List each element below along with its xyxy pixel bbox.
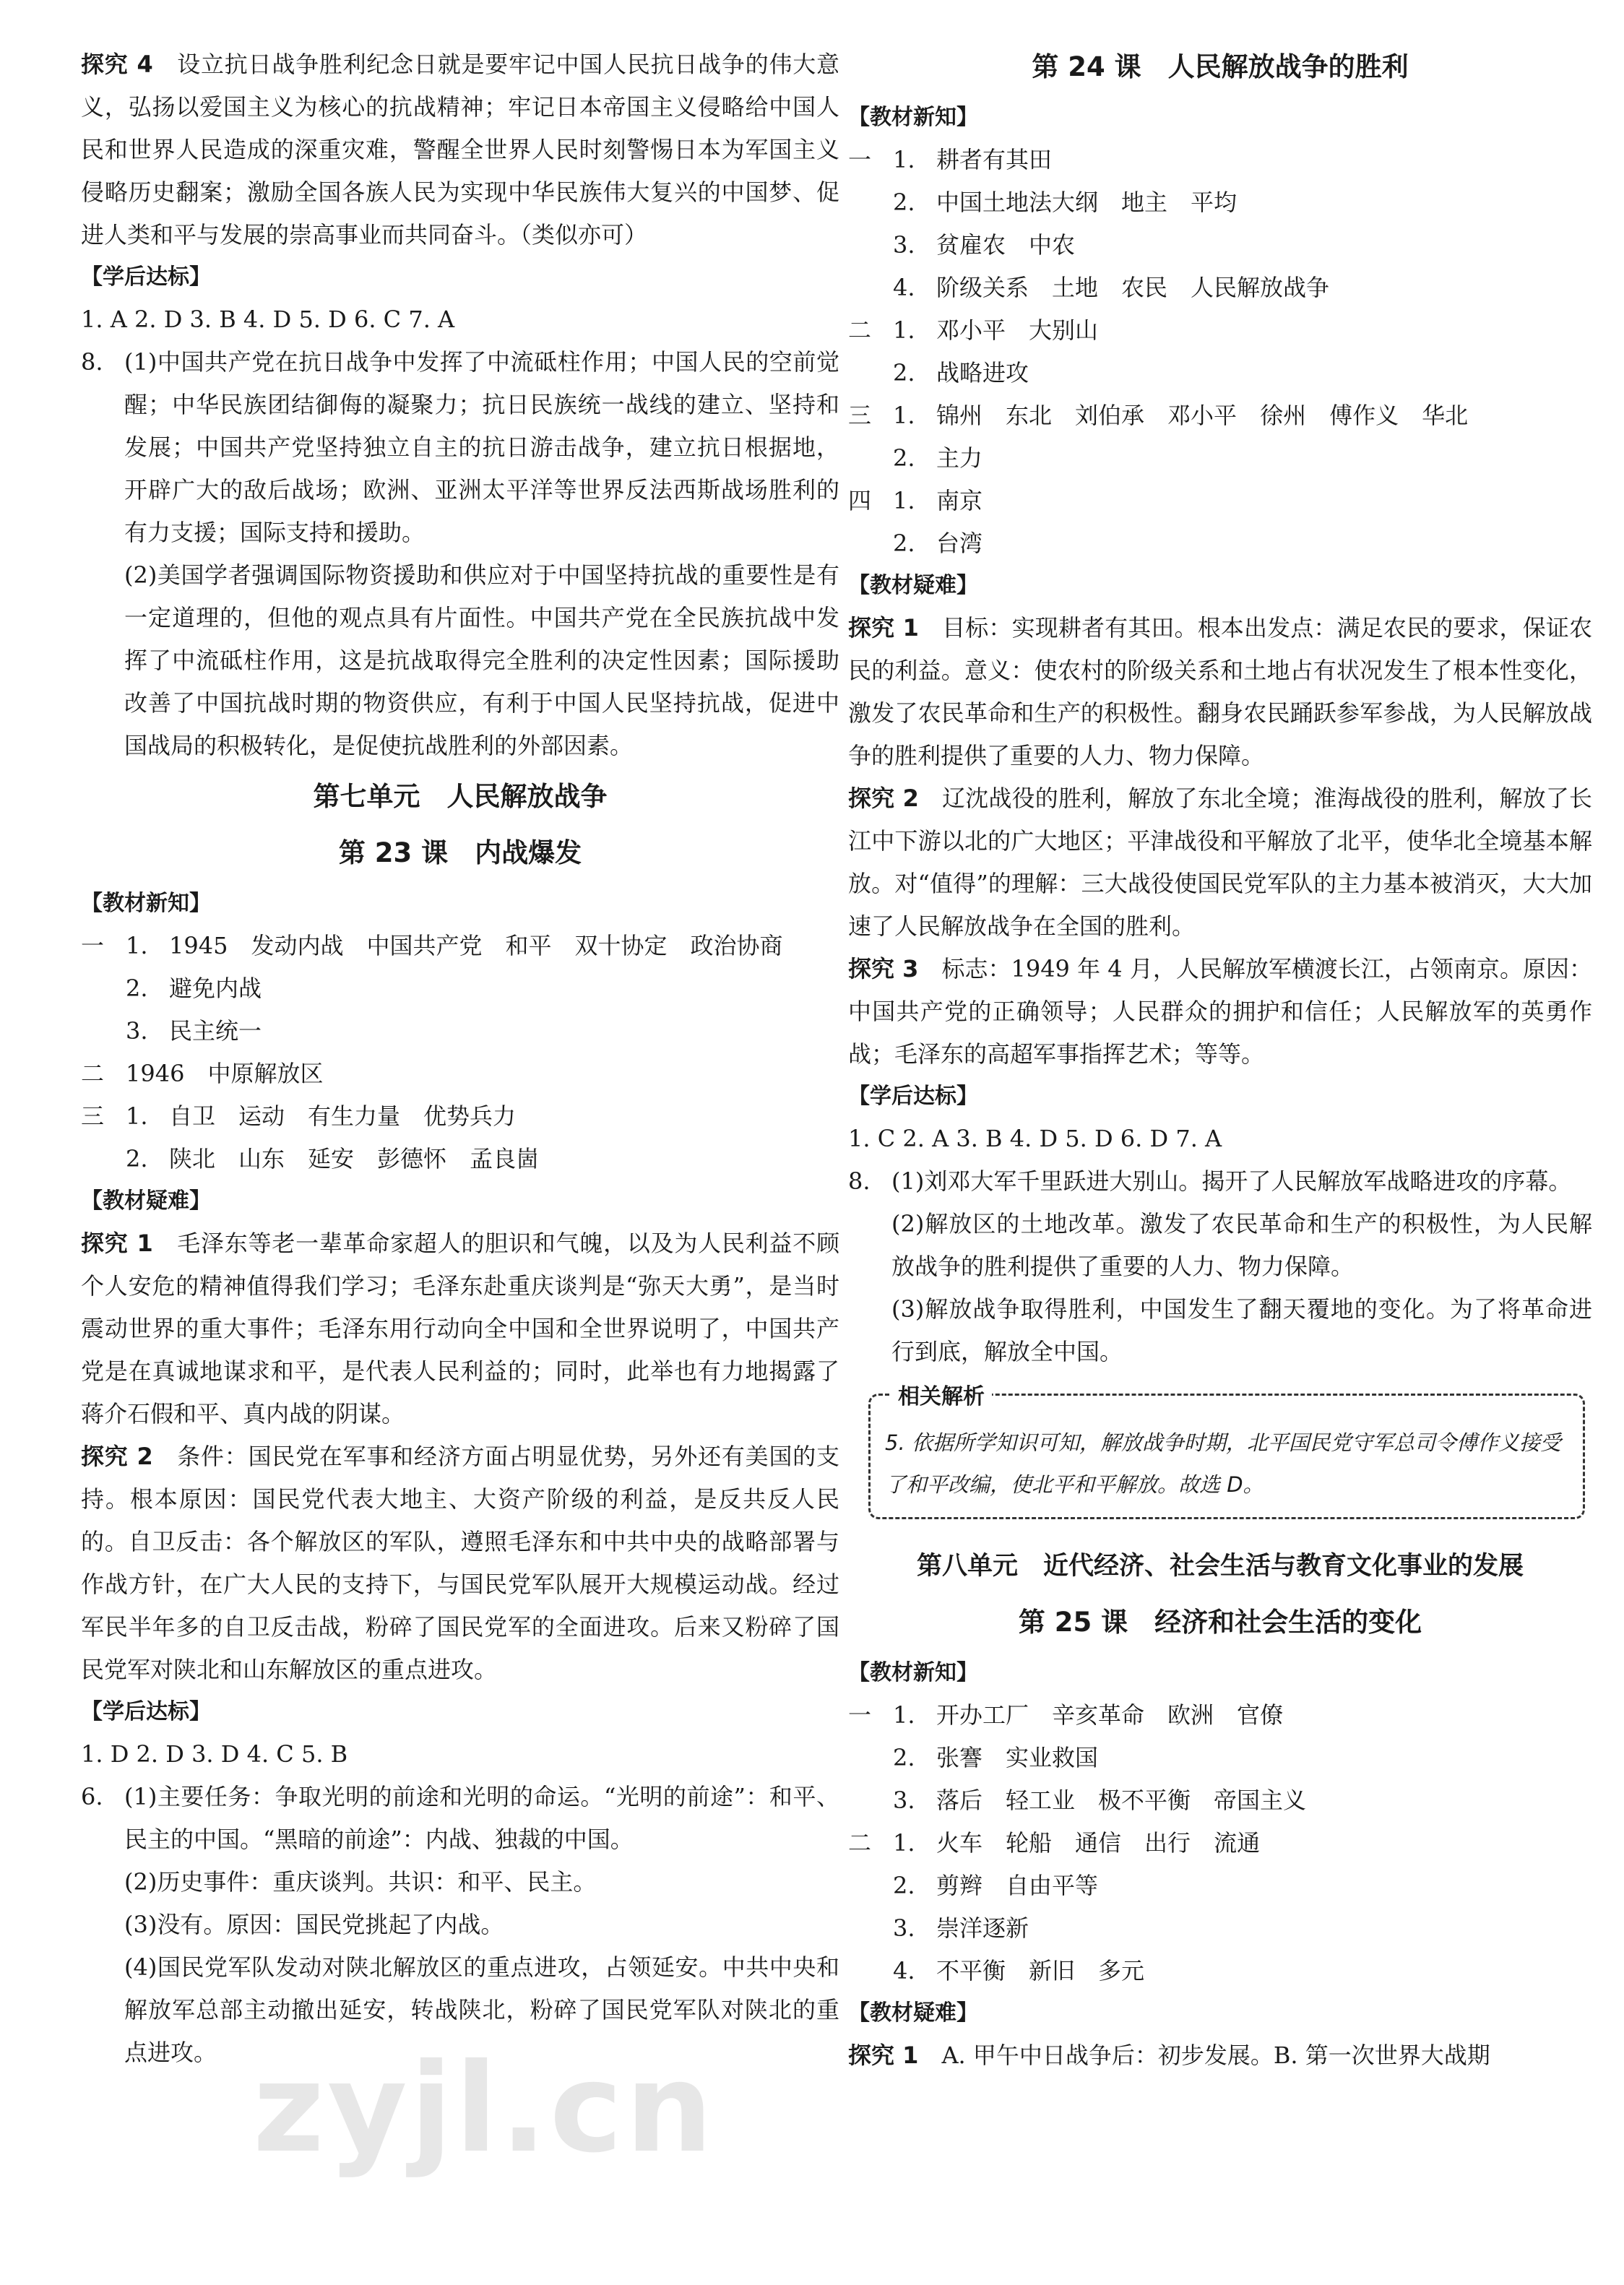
item-number: 1. bbox=[126, 932, 148, 959]
part-number: 三 bbox=[848, 402, 872, 429]
answer-term: 农民 bbox=[1121, 274, 1168, 301]
explore-label: 探究 1 bbox=[848, 614, 919, 642]
part-number: 一 bbox=[81, 932, 105, 959]
left-column bbox=[81, 43, 839, 2074]
knowledge-row bbox=[848, 1822, 1592, 1865]
answer-term: 华北 bbox=[1422, 402, 1469, 429]
item-number: 2. bbox=[893, 444, 915, 472]
knowledge-row bbox=[848, 352, 1592, 394]
answer-term: 优势兵力 bbox=[423, 1102, 517, 1130]
answer-term: 开办工厂 bbox=[936, 1701, 1029, 1729]
answer-term: 阶级关系 bbox=[936, 274, 1029, 301]
part-number bbox=[848, 1865, 893, 1907]
answer-term: 战略进攻 bbox=[936, 359, 1029, 386]
knowledge-row bbox=[848, 1865, 1592, 1907]
knowledge-row bbox=[848, 394, 1592, 437]
answer-term: 中原解放区 bbox=[207, 1060, 324, 1087]
answer-part: (3)解放战争取得胜利，中国发生了翻天覆地的变化。为了将革命进行到底，解放全中国。 bbox=[891, 1295, 1592, 1365]
answer-term: 地主 bbox=[1121, 189, 1168, 216]
explore-2 bbox=[848, 777, 1592, 948]
explore-label: 探究 4 bbox=[81, 51, 153, 78]
explore-1 bbox=[81, 1222, 839, 1435]
answer-term: 出行 bbox=[1144, 1829, 1191, 1857]
knowledge-row bbox=[848, 224, 1592, 267]
knowledge-row bbox=[848, 480, 1592, 522]
item-number: 1. bbox=[893, 316, 915, 344]
knowledge-row bbox=[848, 1737, 1592, 1779]
analysis-box bbox=[868, 1384, 1585, 1519]
answer-term: 轻工业 bbox=[1006, 1787, 1076, 1814]
answer-part: (4)国民党军队发动对陕北解放区的重点进攻，占领延安。中共中央和解放军总部主动撤出延安，转战陕北，粉碎了国民党军队对陕北的重点进攻。 bbox=[124, 1953, 839, 2066]
item-number: 2. bbox=[893, 359, 915, 386]
item-number: 2. bbox=[126, 1145, 148, 1172]
knowledge-row bbox=[848, 1950, 1592, 1992]
answer-term: 发动内战 bbox=[251, 932, 344, 959]
part-number bbox=[848, 1950, 893, 1992]
answer-part: (2)历史事件：重庆谈判。共识：和平、民主。 bbox=[124, 1868, 597, 1896]
item-number: 3. bbox=[126, 1017, 148, 1045]
explore-label: 探究 2 bbox=[81, 1443, 153, 1470]
answer-term: 多元 bbox=[1098, 1957, 1145, 1984]
item-number: 4. bbox=[893, 274, 915, 301]
item-number: 2. bbox=[893, 1744, 915, 1771]
lesson-title: 第 24 课 人民解放战争的胜利 bbox=[1032, 51, 1409, 82]
answer-term: 剪辫 bbox=[936, 1872, 983, 1899]
lesson-title: 第 25 课 经济和社会生活的变化 bbox=[1018, 1607, 1422, 1638]
part-number: 二 bbox=[848, 316, 872, 344]
section-heading: 【学后达标】 bbox=[81, 1699, 211, 1724]
answer-term: 南京 bbox=[936, 487, 983, 514]
answer-term: 帝国主义 bbox=[1214, 1787, 1307, 1814]
answer-term: 欧洲 bbox=[1167, 1701, 1214, 1729]
answer-term: 徐州 bbox=[1260, 402, 1307, 429]
question-8 bbox=[848, 1160, 1592, 1373]
answer-term: 土地 bbox=[1052, 274, 1099, 301]
question-number: 8. bbox=[81, 348, 103, 376]
answer-term: 彭德怀 bbox=[377, 1145, 447, 1172]
section-heading: 【教材疑难】 bbox=[848, 2000, 978, 2026]
answer-term: 东北 bbox=[1006, 402, 1053, 429]
explore-2 bbox=[81, 1435, 839, 1691]
answer-term: 锦州 bbox=[936, 402, 983, 429]
explore-label: 探究 1 bbox=[81, 1230, 153, 1257]
answer-part: (2)解放区的土地改革。激发了农民革命和生产的积极性，为人民解放战争的胜利提供了重要的人力、物力保障。 bbox=[891, 1210, 1592, 1280]
lesson-title: 第 23 课 内战爆发 bbox=[338, 837, 582, 868]
knowledge-list bbox=[848, 1694, 1592, 1992]
answer-term: 台湾 bbox=[936, 530, 983, 557]
part-number bbox=[81, 1010, 126, 1053]
explore-1 bbox=[848, 2034, 1592, 2077]
answer-term: 延安 bbox=[308, 1145, 355, 1172]
answer-part: (1)中国共产党在抗日战争中发挥了中流砥柱作用；中国人民的空前觉醒；中华民族团结御侮的凝聚力；抗日民族统一战线的建立、坚持和发展；中国共产党坚持独立自主的抗日游击战争，建立抗日根据地，开辟广大的敌后战场；欧洲、亚洲太平洋等世界反法西斯战场胜利的有力支援；国际支持和援助。 bbox=[124, 348, 839, 546]
answer-term: 火车 bbox=[936, 1829, 983, 1857]
answer-term: 刘伯承 bbox=[1075, 402, 1145, 429]
answer-term: 极不平衡 bbox=[1098, 1787, 1191, 1814]
analysis-text: 5. 依据所学知识可知，解放战争时期，北平国民党守军总司令傅作义接受了和平改编，使北平和平解放。故选 D。 bbox=[885, 1430, 1561, 1497]
item-number: 1. bbox=[893, 487, 915, 514]
answer-term: 崇洋逐新 bbox=[936, 1914, 1029, 1942]
answer-term: 政治协商 bbox=[690, 932, 783, 959]
knowledge-row bbox=[81, 1010, 839, 1053]
explore-label: 探究 2 bbox=[848, 785, 919, 812]
answer-term: 张謇 bbox=[936, 1744, 983, 1771]
item-number: 3. bbox=[893, 1914, 915, 1942]
explore-3 bbox=[848, 948, 1592, 1076]
knowledge-row bbox=[848, 1694, 1592, 1737]
knowledge-row bbox=[848, 522, 1592, 565]
question-number: 8. bbox=[848, 1167, 871, 1195]
item-number: 1. bbox=[893, 402, 915, 429]
part-number bbox=[848, 437, 893, 480]
part-number: 二 bbox=[848, 1829, 872, 1857]
answer-term: 官僚 bbox=[1237, 1701, 1284, 1729]
explore-4 bbox=[81, 43, 839, 256]
answer-term: 运动 bbox=[238, 1102, 285, 1130]
part-number bbox=[81, 1138, 126, 1180]
knowledge-row bbox=[81, 1095, 839, 1138]
answer-term: 主力 bbox=[936, 444, 983, 472]
answer-term: 1945 bbox=[169, 932, 228, 959]
knowledge-row bbox=[81, 1138, 839, 1180]
answer-term: 自由平等 bbox=[1006, 1872, 1099, 1899]
explore-text: 辽沈战役的胜利，解放了东北全境；淮海战役的胜利，解放了长江中下游以北的广大地区；平津战役和平解放了北平，使华北全境基本解放。对“值得”的理解：三大战役使国民党军队的主力基本被消灭，大大加速了人民解放战争在全国的胜利。 bbox=[848, 785, 1592, 940]
knowledge-row bbox=[848, 309, 1592, 352]
answer-term: 实业救国 bbox=[1006, 1744, 1099, 1771]
answer-term: 民主统一 bbox=[169, 1017, 262, 1045]
part-number: 一 bbox=[848, 146, 872, 173]
answer-line: 1. C 2. A 3. B 4. D 5. D 6. D 7. A bbox=[848, 1125, 1222, 1152]
explore-1 bbox=[848, 607, 1592, 777]
answer-term: 平均 bbox=[1191, 189, 1238, 216]
explore-text: 目标：实现耕者有其田。根本出发点：满足农民的要求，保证农民的利益。意义：使农村的阶级关系和土地占有状况发生了根本性变化，激发了农民革命和生产的积极性。翻身农民踊跃参军参战，为人民解放战争的胜利提供了重要的人力、物力保障。 bbox=[848, 614, 1592, 769]
unit-title: 第七单元 人民解放战争 bbox=[313, 781, 608, 812]
answer-term: 辛亥革命 bbox=[1052, 1701, 1145, 1729]
answer-term: 中国土地法大纲 bbox=[936, 189, 1099, 216]
item-number: 2. bbox=[893, 189, 915, 216]
answer-term: 不平衡 bbox=[936, 1957, 1006, 1984]
section-heading: 【教材新知】 bbox=[848, 105, 978, 130]
answer-term: 落后 bbox=[936, 1787, 983, 1814]
answer-term: 中国共产党 bbox=[366, 932, 483, 959]
explore-label: 探究 3 bbox=[848, 955, 919, 982]
knowledge-row bbox=[81, 967, 839, 1010]
part-number bbox=[848, 267, 893, 309]
item-number: 4. bbox=[893, 1957, 915, 1984]
knowledge-list bbox=[848, 139, 1592, 565]
part-number: 一 bbox=[848, 1701, 872, 1729]
explore-text: 条件：国民党在军事和经济方面占明显优势，另外还有美国的支持。根本原因：国民党代表大地主、大资产阶级的利益，是反共反人民的。自卫反击：各个解放区的军队，遵照毛泽东和中共中央的战略部署与作战方针，在广大人民的支持下，与国民党军队展开大规模运动战。经过军民半年多的自卫反击战，粉碎了国民党军的全面进攻。后来又粉碎了国民党军对陕北和山东解放区的重点进攻。 bbox=[81, 1443, 839, 1683]
item-number: 1. bbox=[126, 1102, 148, 1130]
explore-text: 毛泽东等老一辈革命家超人的胆识和气魄，以及为人民利益不顾个人安危的精神值得我们学习；毛泽东赴重庆谈判是“弥天大勇”，是当时震动世界的重大事件；毛泽东用行动向全中国和全世界说明了，中国共产党是在真诚地谋求和平，是代表人民利益的；同时，此举也有力地揭露了蒋介石假和平、真内战的阴谋。 bbox=[81, 1230, 839, 1427]
item-number: 1. bbox=[893, 146, 915, 173]
part-number bbox=[848, 1907, 893, 1950]
item-number: 1. bbox=[893, 1829, 915, 1857]
watermark: zyjl.cn bbox=[253, 2037, 716, 2180]
part-number bbox=[848, 352, 893, 394]
knowledge-row bbox=[848, 437, 1592, 480]
section-heading: 【教材疑难】 bbox=[848, 573, 978, 598]
answer-term: 通信 bbox=[1075, 1829, 1122, 1857]
answer-part: (1)主要任务：争取光明的前途和光明的命运。“光明的前途”：和平、民主的中国。“黑暗的前途”：内战、独裁的中国。 bbox=[124, 1783, 839, 1853]
answer-term: 避免内战 bbox=[169, 975, 262, 1002]
part-number: 二 bbox=[81, 1060, 105, 1087]
answer-term: 傅作义 bbox=[1329, 402, 1399, 429]
analysis-box-title: 相关解析 bbox=[891, 1378, 992, 1410]
part-number bbox=[848, 181, 893, 224]
knowledge-row bbox=[81, 1053, 839, 1095]
answer-line: 1. A 2. D 3. B 4. D 5. D 6. C 7. A bbox=[81, 306, 455, 333]
answer-term: 有生力量 bbox=[308, 1102, 401, 1130]
answer-part: (3)没有。原因：国民党挑起了内战。 bbox=[124, 1911, 504, 1938]
part-number bbox=[848, 224, 893, 267]
part-number bbox=[848, 1779, 893, 1822]
section-heading: 【学后达标】 bbox=[848, 1084, 978, 1109]
answer-term: 流通 bbox=[1214, 1829, 1261, 1857]
knowledge-row bbox=[848, 181, 1592, 224]
explore-text: 标志：1949 年 4 月，人民解放军横渡长江，占领南京。原因：中国共产党的正确领导；人民群众的拥护和信任；人民解放军的英勇作战；毛泽东的高超军事指挥艺术；等等。 bbox=[848, 955, 1592, 1068]
section-heading: 【学后达标】 bbox=[81, 264, 211, 290]
item-number: 2. bbox=[893, 530, 915, 557]
answer-part: (2)美国学者强调国际物资援助和供应对于中国坚持抗战的重要性是有一定道理的，但他的观点具有片面性。中国共产党在全民族抗战中发挥了中流砥柱作用，这是抗战取得完全胜利的决定性因素；国际援助改善了中国抗战时期的物资供应，有利于中国人民坚持抗战，促进中国战局的积极转化，是促使抗战胜利的外部因素。 bbox=[124, 561, 839, 759]
question-8 bbox=[81, 341, 839, 767]
answer-term: 大别山 bbox=[1029, 316, 1099, 344]
answer-term: 双十协定 bbox=[574, 932, 668, 959]
unit-title: 第八单元 近代经济、社会生活与教育文化事业的发展 bbox=[916, 1552, 1524, 1581]
question-number: 6. bbox=[81, 1783, 103, 1810]
part-number: 三 bbox=[81, 1102, 105, 1130]
answer-term: 陕北 bbox=[169, 1145, 216, 1172]
answer-term: 孟良崮 bbox=[470, 1145, 540, 1172]
part-number bbox=[81, 967, 126, 1010]
item-number: 2. bbox=[893, 1872, 915, 1899]
answer-line: 1. D 2. D 3. D 4. C 5. B bbox=[81, 1740, 348, 1768]
answer-term: 自卫 bbox=[169, 1102, 216, 1130]
section-heading: 【教材疑难】 bbox=[81, 1188, 211, 1214]
explore-text: A. 甲午中日战争后：初步发展。B. 第一次世界大战期 bbox=[941, 2042, 1490, 2069]
answer-term: 邓小平 bbox=[936, 316, 1006, 344]
answer-term: 耕者有其田 bbox=[936, 146, 1053, 173]
answer-term: 中农 bbox=[1029, 231, 1076, 259]
answer-term: 人民解放战争 bbox=[1191, 274, 1330, 301]
part-number bbox=[848, 522, 893, 565]
knowledge-row bbox=[848, 139, 1592, 181]
item-number: 1. bbox=[893, 1701, 915, 1729]
part-number bbox=[848, 1737, 893, 1779]
answer-term: 1946 bbox=[126, 1060, 185, 1087]
item-number: 2. bbox=[126, 975, 148, 1002]
knowledge-row bbox=[81, 925, 839, 967]
knowledge-list bbox=[81, 925, 839, 1180]
part-number: 四 bbox=[848, 487, 872, 514]
answer-term: 轮船 bbox=[1006, 1829, 1053, 1857]
section-heading: 【教材新知】 bbox=[848, 1660, 978, 1685]
item-number: 3. bbox=[893, 231, 915, 259]
right-column bbox=[848, 43, 1592, 2077]
explore-label: 探究 1 bbox=[848, 2042, 919, 2069]
explore-text: 设立抗日战争胜利纪念日就是要牢记中国人民抗日战争的伟大意义，弘扬以爱国主义为核心的抗战精神；牢记日本帝国主义侵略给中国人民和世界人民造成的深重灾难，警醒全世界人民时刻警惕日本为军国主义侵略历史翻案；激励全国各族人民为实现中华民族伟大复兴的中国梦、促进人类和平与发展的崇高事业而共同奋斗。（类似亦可） bbox=[81, 51, 839, 249]
answer-part: (1)刘邓大军千里跃进大别山。揭开了人民解放军战略进攻的序幕。 bbox=[891, 1167, 1572, 1195]
answer-term: 新旧 bbox=[1029, 1957, 1076, 1984]
knowledge-row bbox=[848, 1779, 1592, 1822]
answer-term: 贫雇农 bbox=[936, 231, 1006, 259]
answer-term: 和平 bbox=[505, 932, 552, 959]
question-6 bbox=[81, 1776, 839, 2074]
knowledge-row bbox=[848, 1907, 1592, 1950]
answer-term: 山东 bbox=[238, 1145, 285, 1172]
section-heading: 【教材新知】 bbox=[81, 891, 211, 916]
knowledge-row bbox=[848, 267, 1592, 309]
answer-term: 邓小平 bbox=[1167, 402, 1238, 429]
item-number: 3. bbox=[893, 1787, 915, 1814]
